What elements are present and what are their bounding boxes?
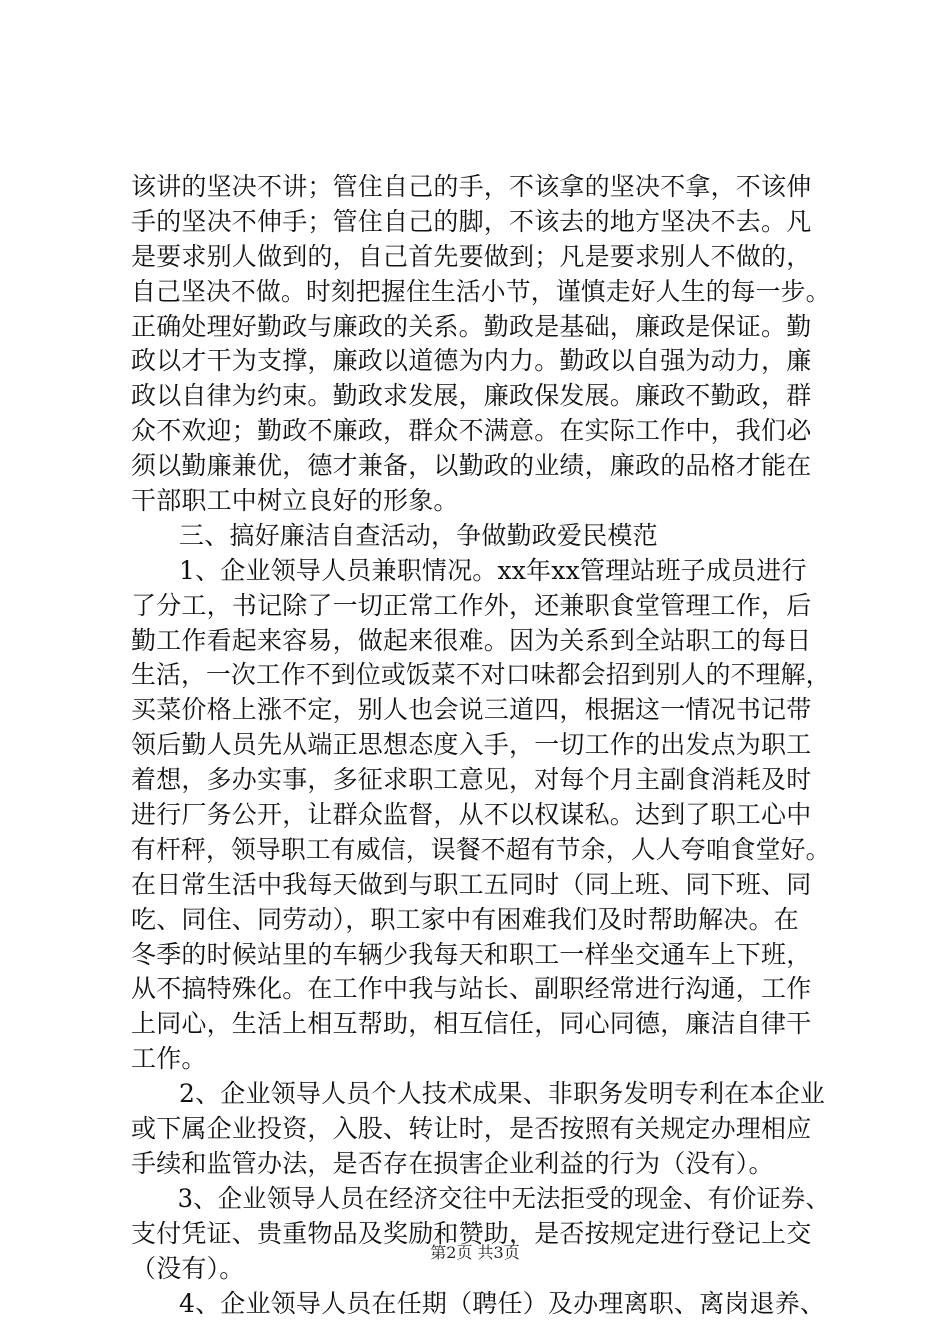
text-line: 手续和监管办法，是否存在损害企业利益的行为（没有）。 bbox=[131, 1148, 774, 1178]
text-line: 着想，多办实事，多征求职工意见，对每个月主副食消耗及时 bbox=[131, 765, 812, 795]
text-line: 该讲的坚决不讲；管住自己的手，不该拿的坚决不拿，不该伸 bbox=[131, 172, 812, 201]
text-line: 从不搞特殊化。在工作中我与站长、副职经常进行沟通，工作 bbox=[131, 974, 812, 1004]
text-line: 2、企业领导人员个人技术成果、非职务发明专利在本企业 bbox=[179, 1079, 826, 1109]
text-line: 3、企业领导人员在经济交往中无法拒受的现金、有价证券、 bbox=[177, 1183, 830, 1213]
text-line: 或下属企业投资，入股、转让时，是否按照有关规定办理相应 bbox=[131, 1114, 812, 1144]
text-line: 手的坚决不伸手；管住自己的脚，不该去的地方坚决不去。凡 bbox=[131, 206, 812, 236]
text-line: 上同心，生活上相互帮助，相互信任，同心同德，廉洁自律干 bbox=[131, 1009, 812, 1039]
text-line: 自己坚决不做。时刻把握住生活小节，谨慎走好人生的每一步。 bbox=[131, 276, 831, 306]
text-line: 4、企业领导人员在任期（聘任）及办理离职、离岗退养、 bbox=[179, 1288, 826, 1318]
document-body bbox=[131, 170, 831, 1321]
text-line: 正确处理好勤政与廉政的关系。勤政是基础，廉政是保证。勤 bbox=[131, 311, 812, 341]
text-line: 三、搞好廉洁自查活动，争做勤政爱民模范 bbox=[179, 520, 658, 550]
text-line: 勤工作看起来容易，做起来很难。因为关系到全站职工的每日 bbox=[131, 625, 812, 655]
text-line: 了分工，书记除了一切正常工作外，还兼职食堂管理工作，后 bbox=[131, 590, 812, 620]
text-line: （没有）。 bbox=[131, 1253, 245, 1283]
text-line: 支付凭证、贵重物品及奖励和赞助，是否按规定进行登记上交 bbox=[131, 1218, 812, 1248]
text-line: 须以勤廉兼优，德才兼备，以勤政的业绩，廉政的品格才能在 bbox=[131, 451, 812, 481]
text-line: 有杆秤，领导职工有威信，误餐不超有节余，人人夸咱食堂好。 bbox=[131, 834, 831, 864]
text-line: 是要求别人做到的，自己首先要做到；凡是要求别人不做的， bbox=[131, 241, 812, 271]
text-line: 工作。 bbox=[131, 1044, 207, 1074]
text-line: 吃、同住、同劳动），职工家中有困难我们及时帮助解决。在 bbox=[131, 904, 799, 934]
text-line: 政以自律为约束。勤政求发展，廉政保发展。廉政不勤政，群 bbox=[131, 381, 812, 411]
text-line: 领后勤人员先从端正思想态度入手，一切工作的出发点为职工 bbox=[131, 730, 812, 760]
text-line: 生活，一次工作不到位或饭菜不对口味都会招到别人的不理解， bbox=[131, 660, 831, 690]
text-line: 买菜价格上涨不定，别人也会说三道四，根据这一情况书记带 bbox=[131, 695, 812, 725]
text-line: 干部职工中树立良好的形象。 bbox=[131, 486, 459, 516]
text-line: 众不欢迎；勤政不廉政，群众不满意。在实际工作中，我们必 bbox=[131, 416, 812, 446]
text-line: 1、企业领导人员兼职情况。xx年xx管理站班子成员进行 bbox=[179, 555, 807, 585]
text-line: 在日常生活中我每天做到与职工五同时（同上班、同下班、同 bbox=[131, 869, 812, 899]
page-number-footer: 第2页 共3页 bbox=[430, 1243, 520, 1262]
text-line: 冬季的时候站里的车辆少我每天和职工一样坐交通车上下班， bbox=[131, 939, 812, 969]
text-line: 政以才干为支撑，廉政以道德为内力。勤政以自强为动力，廉 bbox=[131, 346, 812, 376]
text-line: 进行厂务公开，让群众监督，从不以权谋私。达到了职工心中 bbox=[131, 800, 812, 830]
